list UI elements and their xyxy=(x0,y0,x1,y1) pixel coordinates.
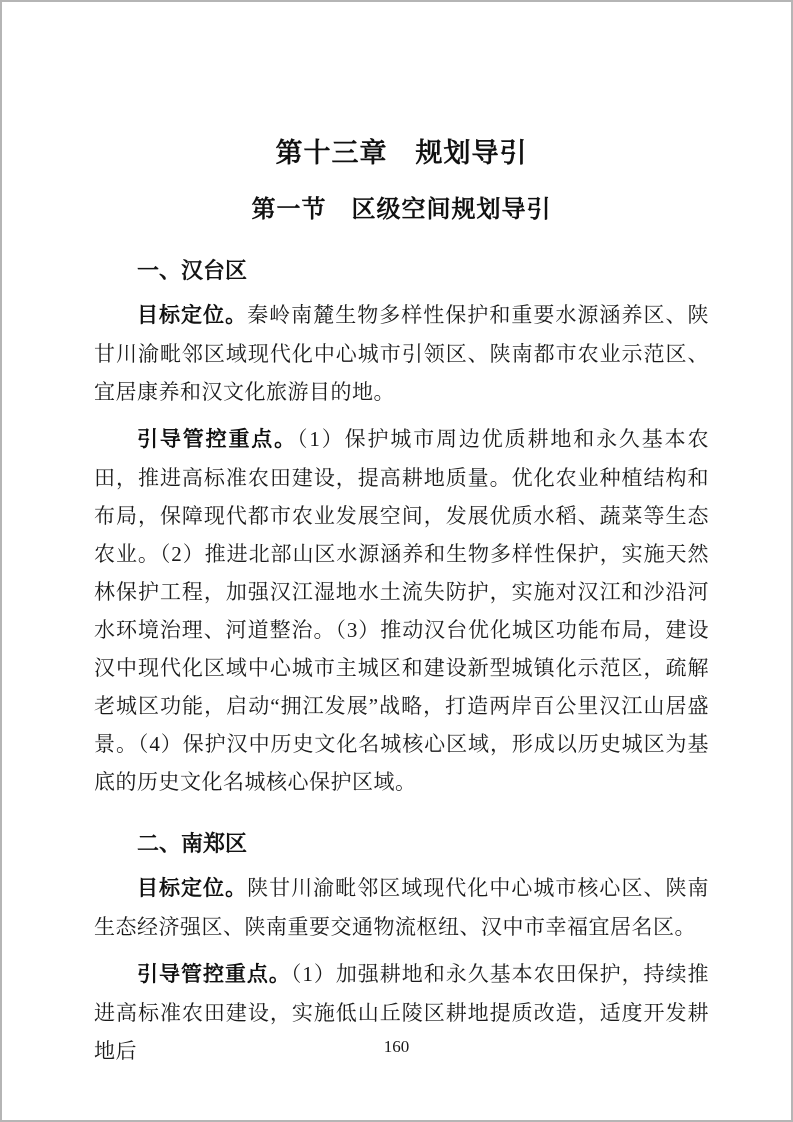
paragraph-lead: 引导管控重点。 xyxy=(137,963,291,986)
page-content xyxy=(2,134,791,1070)
paragraph-text: （1）加强耕地和永久基本农田保护，持续推进高标准农田建设，实施低山丘陵区耕地提质改造，适度开发耕地后 xyxy=(94,962,710,1063)
paragraph-lead: 引导管控重点。 xyxy=(137,428,298,451)
paragraph-lead: 目标定位。 xyxy=(137,877,248,900)
district-heading-nanzheng: 二、南郑区 xyxy=(137,831,248,856)
page-number: 160 xyxy=(383,1037,410,1056)
section-title: 第一节 区级空间规划导引 xyxy=(251,197,552,223)
district-section-hantai xyxy=(94,255,709,801)
paragraph-nanzheng-goal xyxy=(94,869,709,946)
paragraph-lead: 目标定位。 xyxy=(137,304,248,327)
district-section-nanzheng xyxy=(94,828,709,1070)
chapter-title: 第十三章 规划导引 xyxy=(275,138,528,168)
paragraph-hantai-goal xyxy=(94,296,709,411)
district-heading-hantai: 一、汉台区 xyxy=(137,258,248,283)
paragraph-text: 秦岭南麓生物多样性保护和重要水源涵养区、陕甘川渝毗邻区域现代化中心城市引领区、陕南都市农业示范区、宜居康养和汉文化旅游目的地。 xyxy=(94,303,710,404)
paragraph-text: 陕甘川渝毗邻区域现代化中心城市核心区、陕南生态经济强区、陕南重要交通物流枢纽、汉中市幸福宜居名区。 xyxy=(94,876,710,939)
paragraph-text: （1）保护城市周边优质耕地和永久基本农田，推进高标准农田建设，提高耕地质量。优化农业种植结构和布局，保障现代都市农业发展空间，发展优质水稻、蔬菜等生态农业。（2）推进北部山区水源涵养和生物多样性保护，实施天然林保护工程，加强汉江湿地水土流失防护，实施对汉江和沙沿河水环境治理、河道整治。（3）推动汉台优化城区功能布局，建设汉中现代化区域中心城市主城区和建设新型城镇化示范区，疏解老城区功能，启动“拥江发展”战略，打造两岸百公里汉江山居盛景。（4）保护汉中历史文化名城核心区域，形成以历史城区为基底的历史文化名城核心保护区域。 xyxy=(94,427,710,794)
paragraph-hantai-controls xyxy=(94,420,709,801)
